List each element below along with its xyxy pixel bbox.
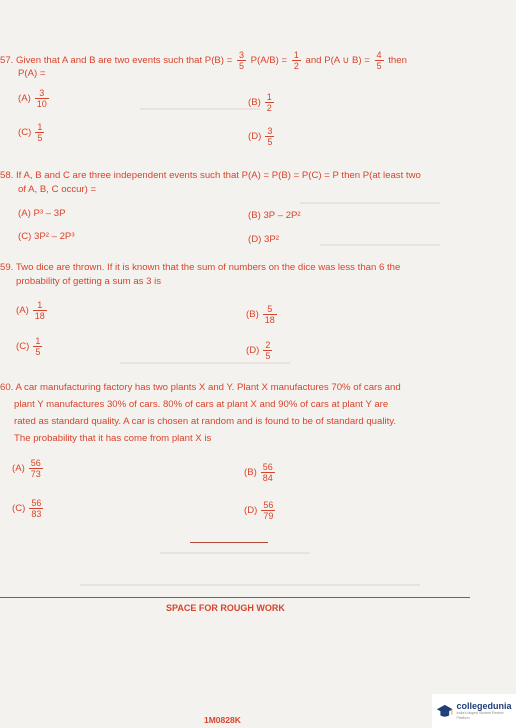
logo-tagline: India's largest Student Review Platform bbox=[456, 711, 504, 720]
bleed-through-mark bbox=[160, 552, 310, 554]
question-59-line1: 59. Two dice are thrown. If it is known that the sum of numbers on the dice was less than 6 the bbox=[0, 262, 401, 273]
rough-work-rule bbox=[0, 597, 470, 598]
rough-work-heading: SPACE FOR ROUGH WORK bbox=[166, 603, 285, 613]
q58-option-a: (A) P³ – 3P bbox=[18, 208, 66, 219]
bleed-through-mark bbox=[320, 244, 440, 246]
question-59-line2: probability of getting a sum as 3 is bbox=[16, 276, 162, 287]
q57-option-d: (D) $\frac{3}{5}$ bbox=[248, 126, 273, 147]
q58-option-b: (B) 3P – 2P² bbox=[248, 210, 301, 221]
collegedunia-logo bbox=[432, 694, 516, 728]
q59-option-d: (D) $\frac{2}{5}$ bbox=[246, 340, 271, 361]
graduation-cap-icon bbox=[436, 702, 454, 720]
bleed-through-mark bbox=[80, 584, 420, 586]
bleed-through-mark bbox=[120, 362, 290, 364]
q58-option-c: (C) 3P² – 2P³ bbox=[18, 231, 75, 242]
fraction: $\frac{1}{2}$ bbox=[293, 50, 299, 71]
q59-option-b: (B) $\frac{5}{18}$ bbox=[246, 304, 275, 325]
footer-code: 1M0828K bbox=[204, 715, 241, 725]
bleed-through-mark bbox=[300, 202, 440, 204]
end-of-section-rule bbox=[190, 542, 268, 543]
question-57-line2: P(A) = bbox=[18, 68, 46, 79]
logo-wordmark: collegedunia bbox=[456, 701, 512, 711]
q57-option-b: (B) $\frac{1}{2}$ bbox=[248, 92, 272, 113]
fraction: $\frac{3}{5}$ bbox=[238, 50, 244, 71]
question-58-line1: 58. If A, B and C are three independent events such that P(A) = P(B) = P(C) = P then P(at least two bbox=[0, 170, 421, 181]
question-58-line2: of A, B, C occur) = bbox=[18, 184, 97, 195]
q57-option-a: (A) $\frac{3}{10}$ bbox=[18, 88, 47, 109]
q60-option-c: (C) $\frac{56}{83}$ bbox=[12, 498, 42, 519]
bleed-through-mark bbox=[140, 108, 260, 110]
question-60-line3: rated as standard quality. A car is chosen at random and is found to be of standard quality. bbox=[14, 416, 397, 427]
question-60-line4: The probability that it has come from plant X is bbox=[14, 433, 212, 444]
fraction: $\frac{4}{5}$ bbox=[376, 50, 382, 71]
question-60-line1: 60. A car manufacturing factory has two plants X and Y. Plant X manufactures 70% of cars and bbox=[0, 382, 401, 393]
q57-option-c: (C) $\frac{1}{5}$ bbox=[18, 122, 43, 143]
q58-option-d: (D) 3P² bbox=[248, 234, 279, 245]
question-57-line1: 57. Given that A and B are two events such that P(B) = $\frac{3}{5}$ P(A/B) = $\frac{1}{2}$ and P(A ∪ B) = $\frac{4}{5}$ then bbox=[0, 50, 407, 71]
q59-option-a: (A) $\frac{1}{18}$ bbox=[16, 300, 45, 321]
q60-option-a: (A) $\frac{56}{73}$ bbox=[12, 458, 41, 479]
q59-option-c: (C) $\frac{1}{5}$ bbox=[16, 336, 41, 357]
q60-option-d: (D) $\frac{56}{79}$ bbox=[244, 500, 274, 521]
question-60-line2: plant Y manufactures 30% of cars. 80% of cars at plant X and 90% of cars at plant Y are bbox=[14, 399, 389, 410]
q60-option-b: (B) $\frac{56}{84}$ bbox=[244, 462, 273, 483]
